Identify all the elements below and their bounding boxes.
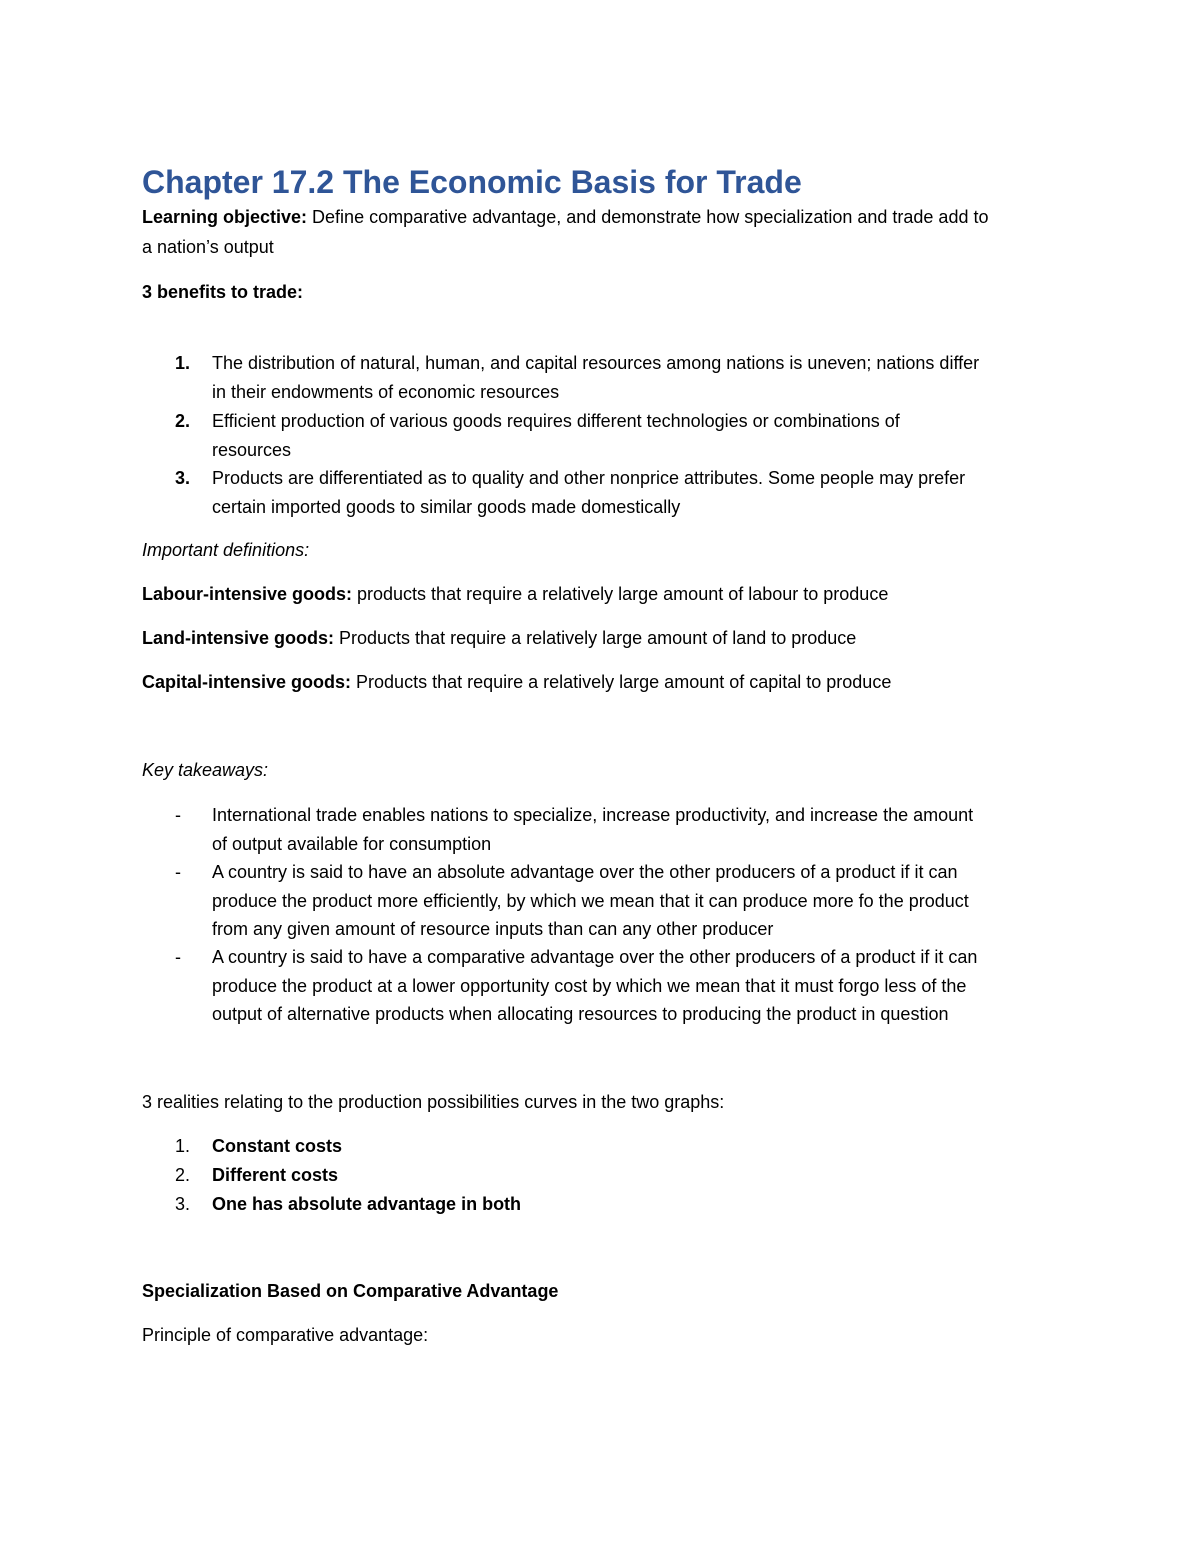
- takeaway-text-line: produce the product more efficiently, by which we mean that it can produce more fo the product: [212, 890, 969, 911]
- takeaway-text-line: A country is said to have a comparative advantage over the other producers of a product if it can: [212, 947, 978, 967]
- realities-heading: 3 realities relating to the production possibilities curves in the two graphs:: [142, 1092, 725, 1112]
- list-number: 2.: [175, 1165, 191, 1185]
- takeaway-text-line: International trade enables nations to specialize, increase productivity, and increase the amount: [212, 805, 974, 825]
- list-number: 3.: [175, 1194, 191, 1214]
- list-dash: -: [175, 862, 181, 882]
- definition-item: [142, 624, 1062, 653]
- list-number: 1.: [175, 353, 191, 373]
- list-number: 1.: [175, 1136, 191, 1156]
- takeaways-heading: Key takeaways:: [142, 760, 269, 780]
- reality-text: Constant costs: [212, 1136, 343, 1156]
- takeaway-text-line: of output available for consumption: [212, 833, 492, 854]
- definition-term: Labour-intensive goods:: [142, 584, 353, 604]
- list-dash: -: [175, 947, 181, 967]
- learning-objective-label: Learning objective:: [142, 207, 308, 227]
- reality-text: One has absolute advantage in both: [212, 1194, 522, 1214]
- benefit-text-line: in their endowments of economic resources: [212, 381, 560, 402]
- list-number: 2.: [175, 411, 191, 431]
- reality-text: Different costs: [212, 1165, 339, 1185]
- list-number: 3.: [175, 468, 191, 488]
- benefit-text-line: Products are differentiated as to quality and other nonprice attributes. Some people may prefer: [212, 468, 966, 488]
- definition-item: [142, 580, 1062, 609]
- benefit-text-line: The distribution of natural, human, and capital resources among nations is uneven; nations differ: [212, 353, 980, 373]
- learning-objective-continued: a nation’s output: [142, 237, 274, 257]
- definition-term: Capital-intensive goods:: [142, 672, 352, 692]
- definitions-heading: Important definitions:: [142, 540, 310, 560]
- definition-item: [142, 668, 1062, 697]
- definition-term: Land-intensive goods:: [142, 628, 335, 648]
- list-dash: -: [175, 805, 181, 825]
- definition-text: Products that require a relatively large amount of land to produce: [334, 628, 857, 648]
- definition-text: products that require a relatively large amount of labour to produce: [352, 584, 889, 604]
- learning-objective: [142, 203, 1062, 232]
- benefit-text-line: certain imported goods to similar goods made domestically: [212, 496, 681, 517]
- page-title: Chapter 17.2 The Economic Basis for Trade: [142, 164, 802, 200]
- specialization-heading: Specialization Based on Comparative Advantage: [142, 1281, 559, 1301]
- takeaway-text-line: from any given amount of resource inputs than can any other producer: [212, 919, 774, 939]
- benefit-text-line: resources: [212, 439, 292, 460]
- takeaway-text-line: output of alternative products when allocating resources to producing the product in question: [212, 1004, 949, 1024]
- takeaway-text-line: produce the product at a lower opportunity cost by which we mean that it must forgo less of the: [212, 975, 967, 996]
- principle-label: Principle of comparative advantage:: [142, 1325, 429, 1345]
- definition-text: Products that require a relatively large amount of capital to produce: [351, 672, 892, 692]
- learning-objective-text: Define comparative advantage, and demonstrate how specialization and trade add to: [307, 207, 989, 227]
- benefit-text-line: Efficient production of various goods requires different technologies or combinations of: [212, 411, 900, 431]
- takeaway-text-line: A country is said to have an absolute advantage over the other producers of a product if it can: [212, 862, 958, 882]
- benefits-heading: 3 benefits to trade:: [142, 282, 304, 302]
